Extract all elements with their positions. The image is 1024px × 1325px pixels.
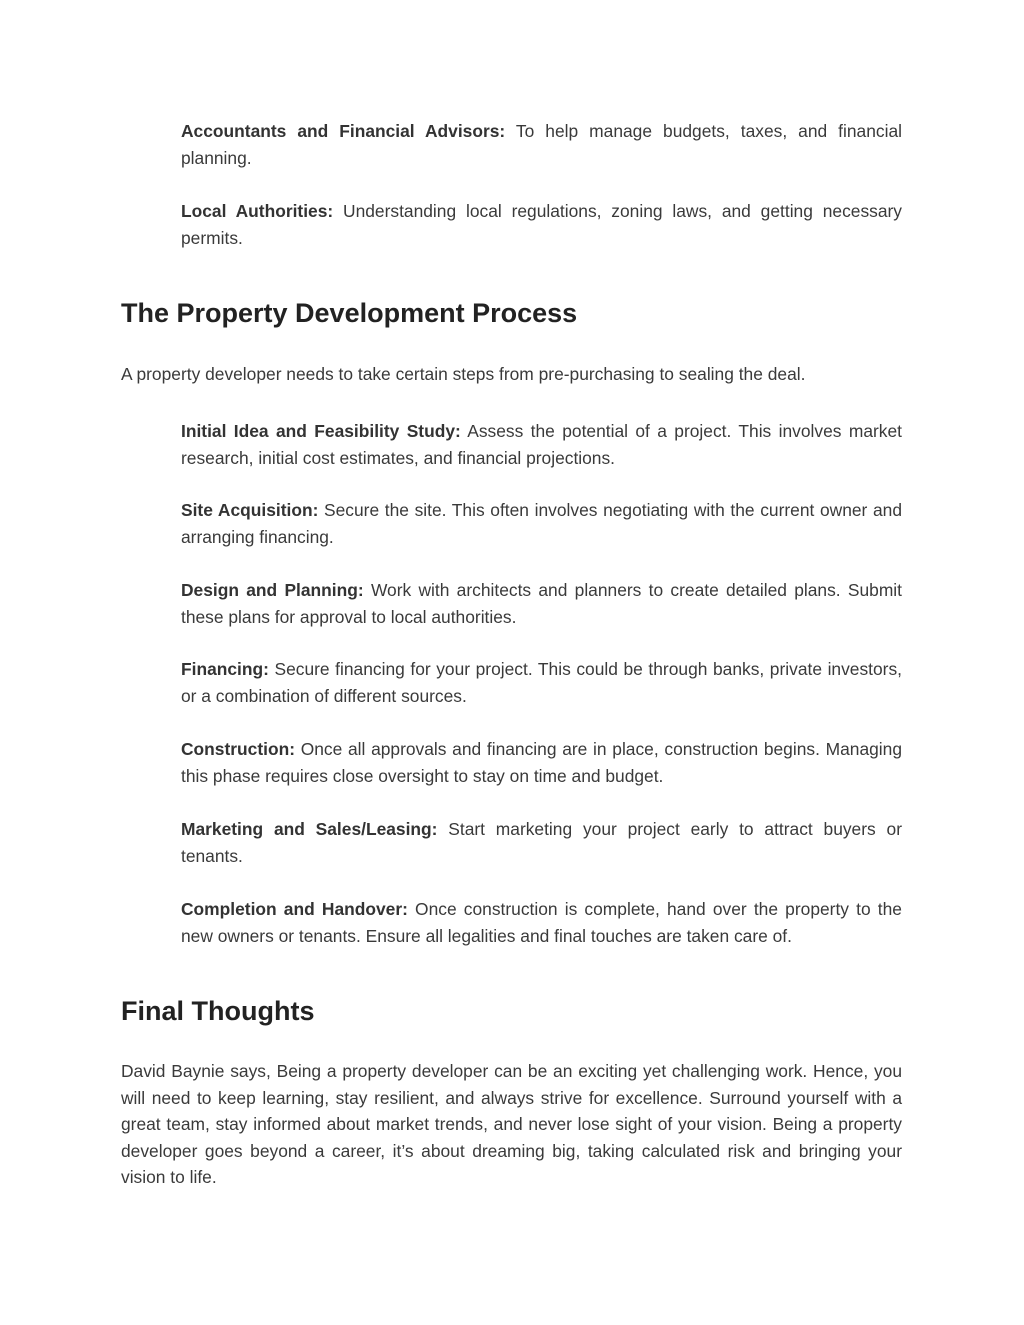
- section-heading-final: Final Thoughts: [121, 996, 315, 1026]
- item-text: Understanding local regulations, zoning laws, and getting necessary permits.: [181, 201, 902, 248]
- list-item-accountants: [181, 118, 902, 171]
- step-text: Assess the potential of a project. This involves market research, initial cost estimates, and financial projections.: [181, 421, 902, 468]
- step-design-planning: [181, 577, 902, 630]
- step-text: Start marketing your project early to attract buyers or tenants.: [181, 819, 902, 866]
- step-text: Once construction is complete, hand over the property to the new owners or tenants. Ensure all legalities and final touches are taken care of.: [181, 899, 902, 946]
- item-term: Local Authorities:: [181, 201, 334, 221]
- step-feasibility: [181, 418, 902, 471]
- step-term: Marketing and Sales/Leasing:: [181, 819, 438, 839]
- list-item-local-authorities: [181, 198, 902, 251]
- step-term: Financing:: [181, 659, 269, 679]
- process-intro: A property developer needs to take certain steps from pre-purchasing to sealing the deal.: [121, 364, 806, 384]
- step-text: Secure financing for your project. This could be through banks, private investors, or a combination of different sources.: [181, 659, 902, 706]
- step-term: Construction:: [181, 739, 295, 759]
- step-text: Work with architects and planners to create detailed plans. Submit these plans for approval to local authorities.: [181, 580, 903, 627]
- item-term: Accountants and Financial Advisors:: [181, 121, 506, 141]
- step-term: Completion and Handover:: [181, 899, 408, 919]
- step-term: Initial Idea and Feasibility Study:: [181, 421, 461, 441]
- item-text: To help manage budgets, taxes, and financial planning.: [181, 121, 902, 168]
- step-term: Site Acquisition:: [181, 500, 319, 520]
- step-term: Design and Planning:: [181, 580, 364, 600]
- section-heading-process: The Property Development Process: [121, 298, 578, 328]
- final-thoughts-body: David Baynie says, Being a property developer can be an exciting yet challenging work. Hence, you will need to keep learning, stay resilient, and always strive for excellence. Surround yourself with a great team, stay informed about market trends, and never lose sight of your vision. Being a property developer goes beyond a career, it’s about dreaming big, taking calculated risk and bringing your vision to life.: [121, 1061, 902, 1187]
- step-site-acquisition: [181, 497, 902, 550]
- step-completion: [181, 896, 902, 949]
- step-text: Secure the site. This often involves negotiating with the current owner and arranging financing.: [181, 500, 902, 547]
- step-construction: [181, 736, 902, 789]
- step-marketing: [181, 816, 902, 869]
- step-financing: [181, 656, 902, 709]
- step-text: Once all approvals and financing are in place, construction begins. Managing this phase requires close oversight to stay on time and budget.: [181, 739, 902, 786]
